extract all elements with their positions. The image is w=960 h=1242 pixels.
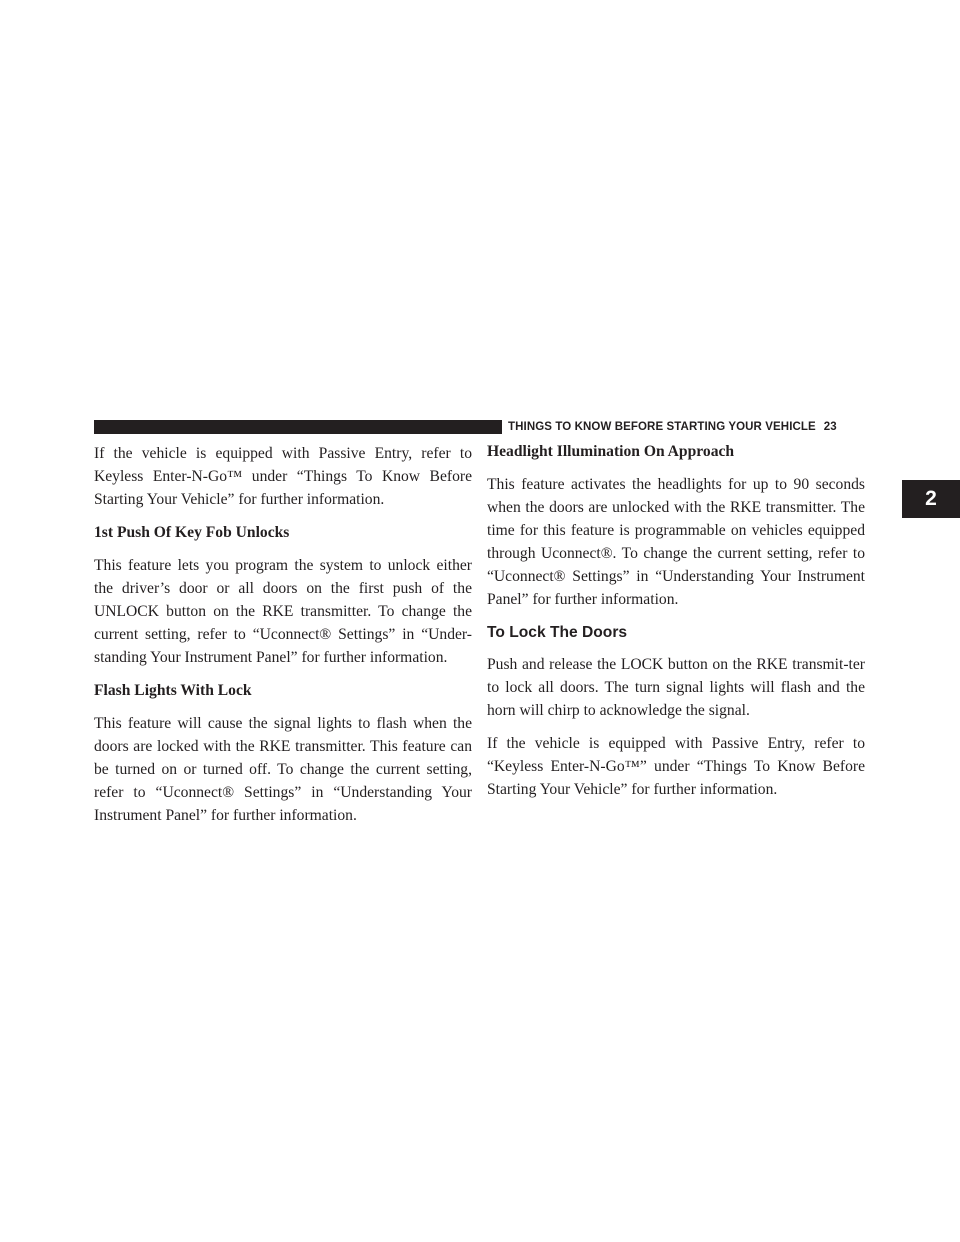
paragraph: If the vehicle is equipped with Passive Entry, refer to Keyless Enter-N-Go™ under “Things To Know Before Starting Your Vehicle” for further information. <box>94 445 472 508</box>
right-column <box>487 442 865 811</box>
paragraph: This feature lets you program the system to unlock either the driver’s door or all doors on the first push of the UNLOCK button on the RKE transmitter. To change the current setting, refer to “Uconnect® Settings” in “Under-standing Your Instrument Panel” for further information. <box>94 557 472 666</box>
heading-headlight-illumination: Headlight Illumination On Approach <box>487 443 735 460</box>
heading-to-lock-doors: To Lock The Doors <box>487 624 628 641</box>
chapter-tab: 2 <box>902 480 960 518</box>
paragraph: If the vehicle is equipped with Passive Entry, refer to “Keyless Enter-N-Go™” under “Things To Know Before Starting Your Vehicle” for further information. <box>487 735 865 798</box>
page-number: 23 <box>823 421 837 433</box>
paragraph: Push and release the LOCK button on the RKE transmit-ter to lock all doors. The turn signal lights will flash and the horn will chirp to acknowledge the signal. <box>487 656 865 719</box>
running-header <box>508 420 837 434</box>
heading-1st-push: 1st Push Of Key Fob Unlocks <box>94 524 290 541</box>
paragraph: This feature will cause the signal lights to flash when the doors are locked with the RKE transmitter. This feature can be turned on or turned off. To change the current setting, refer to “Uconnect® Settings” in “Understanding Your Instrument Panel” for further information. <box>94 715 472 824</box>
left-column <box>94 442 472 837</box>
paragraph: This feature activates the headlights for up to 90 seconds when the doors are unlocked with the RKE transmitter. The time for this feature is programmable on vehicles equipped through Uconnect®. To change the current setting, refer to “Uconnect® Settings” in “Understanding Your Instrument Panel” for further information. <box>487 476 865 608</box>
heading-flash-lights: Flash Lights With Lock <box>94 682 252 699</box>
header-rule <box>94 420 502 434</box>
section-title: THINGS TO KNOW BEFORE STARTING YOUR VEHICLE <box>508 421 816 433</box>
